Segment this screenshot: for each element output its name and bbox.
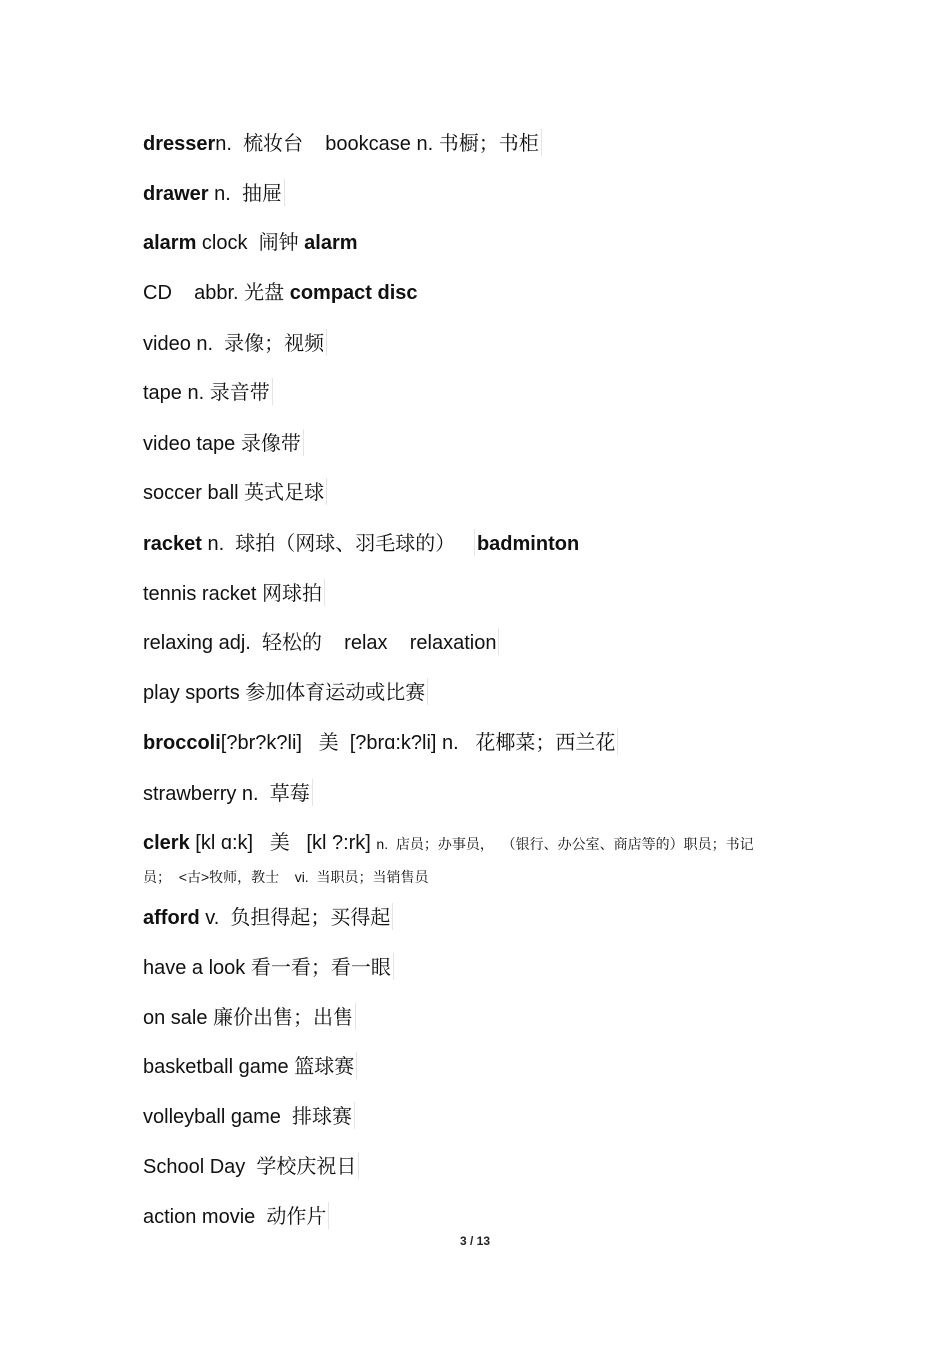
vocab-entry-school-day [143, 1152, 361, 1181]
headword: clerk [143, 832, 190, 854]
definition: relaxing adj. 轻松的 relax relaxation [143, 632, 497, 654]
definition: n. 店员；办事员， （银行、办公室、商店等的）职员；书记 [376, 836, 754, 852]
definition: CD abbr. 光盘 [143, 282, 290, 304]
vocab-entry-basketball-game [143, 1052, 359, 1081]
headword-extra: badminton [476, 533, 580, 555]
pronunciation: [kl ɑ:k] 美 [kl ?:rk] [189, 832, 377, 854]
definition: play sports 参加体育运动或比赛 [143, 682, 426, 704]
definition: School Day 学校庆祝日 [143, 1156, 357, 1178]
headword: afford [143, 907, 200, 929]
vocab-entry-strawberry [143, 779, 315, 808]
definition: basketball game 篮球赛 [143, 1056, 355, 1078]
definition: tennis racket 网球拍 [143, 583, 322, 605]
definition: [?br?k?li] 美 [?brɑ:k?li] n. 花椰菜；西兰花 [220, 732, 616, 754]
definition: volleyball game 排球赛 [143, 1106, 352, 1128]
headword-extra: alarm [304, 232, 358, 254]
headword: alarm [143, 232, 197, 254]
vocab-entry-tennis-racket [143, 579, 327, 608]
definition: have a look 看一看；看一眼 [143, 957, 391, 979]
vocab-entry-dresser [143, 129, 544, 158]
vocab-entry-clerk-continued: 员； <古>牧师，教士 vi. 当职员；当销售员 [143, 869, 429, 885]
vocab-entry-cd [143, 279, 418, 307]
vocab-entry-action-movie [143, 1202, 331, 1231]
vocab-entry-on-sale [143, 1003, 358, 1032]
headword: drawer [143, 183, 209, 205]
definition: clock 闹钟 [196, 232, 305, 254]
definition: n. 球拍（网球、羽毛球的） [201, 533, 472, 555]
vocab-entry-broccoli [143, 728, 620, 757]
definition: on sale 廉价出售；出售 [143, 1007, 354, 1029]
vocab-entry-racket [143, 529, 579, 558]
vocab-entry-relaxing [143, 628, 501, 657]
definition: v. 负担得起；买得起 [199, 907, 391, 929]
vocab-entry-video [143, 329, 329, 358]
definition: tape n. 录音带 [143, 382, 270, 404]
vocab-entry-have-a-look [143, 953, 396, 982]
definition: video tape 录像带 [143, 433, 301, 455]
definition: strawberry n. 草莓 [143, 783, 310, 805]
definition: n. 抽屉 [208, 183, 282, 205]
definition: soccer ball 英式足球 [143, 482, 325, 504]
headword: broccoli [143, 732, 221, 754]
vocab-entry-afford [143, 903, 395, 932]
headword: racket [143, 533, 202, 555]
vocab-entry-clerk [143, 829, 754, 858]
definition: n. 梳妆台 bookcase n. 书橱；书柜 [215, 133, 539, 155]
page-number: 3 / 13 [459, 1234, 491, 1248]
vocab-entry-soccer-ball [143, 478, 329, 507]
vocab-entry-alarm-clock [143, 229, 358, 257]
headword: dresser [143, 133, 216, 155]
vocab-entry-play-sports [143, 678, 430, 707]
headword-extra: compact disc [289, 282, 418, 304]
definition: video n. 录像；视频 [143, 333, 325, 355]
vocab-entry-drawer [143, 179, 287, 208]
vocab-entry-tape [143, 378, 275, 407]
definition: action movie 动作片 [143, 1206, 327, 1228]
vocab-entry-video-tape [143, 429, 306, 458]
vocab-entry-volleyball-game [143, 1102, 357, 1131]
